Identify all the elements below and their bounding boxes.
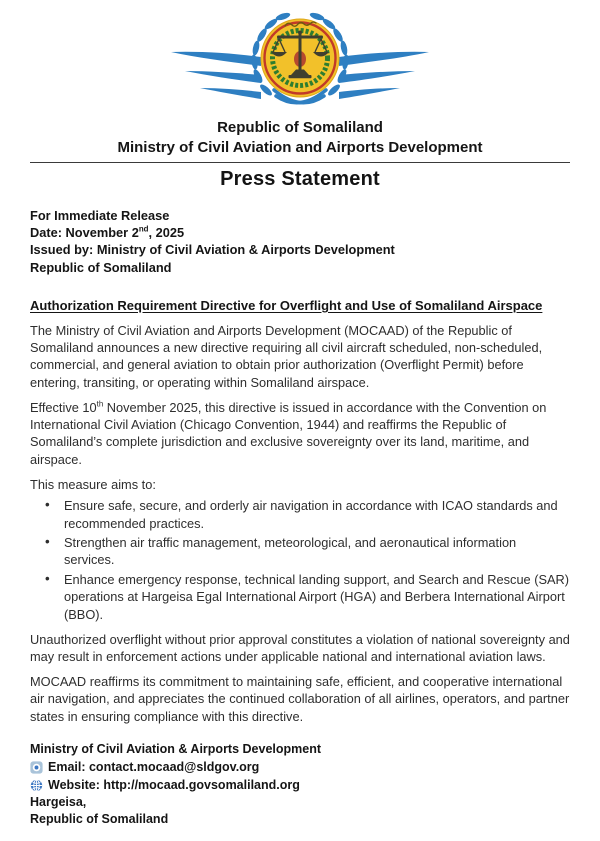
ministry-logo bbox=[170, 12, 430, 112]
aims-intro: This measure aims to: bbox=[30, 476, 156, 492]
paragraph-commitment: MOCAAD reaffirms its commitment to maintaining safe, efficient, and cooperative international air navigation, and appreciates the continued collaboration of all airlines, operators, and partner states in ensuring compliance with this directive. bbox=[30, 673, 570, 724]
aims-list bbox=[30, 497, 570, 623]
email-text: Email: contact.mocaad@sldgov.org bbox=[48, 760, 260, 775]
release-line: For Immediate Release bbox=[30, 208, 170, 223]
list-item: • Ensure safe, secure, and orderly air navigation in accordance with ICAO standards and recommended practices. bbox=[45, 497, 570, 532]
contact-block bbox=[30, 741, 570, 828]
issued-by-line: Issued by: Ministry of Civil Aviation & Airports Development bbox=[30, 242, 395, 258]
seal bbox=[261, 19, 339, 97]
org-name-line2: Ministry of Civil Aviation and Airports Development bbox=[117, 139, 483, 156]
directive-heading: Authorization Requirement Directive for Overflight and Use of Somaliland Airspace bbox=[30, 297, 543, 313]
date-text: Date: November 2 bbox=[30, 225, 139, 241]
website-text: Website: http://mocaad.govsomaliland.org bbox=[48, 778, 300, 793]
issued-by-line2: Republic of Somaliland bbox=[30, 259, 172, 275]
header-divider bbox=[30, 162, 570, 163]
website-line bbox=[30, 776, 570, 794]
paragraph-enforcement: Unauthorized overflight without prior approval constitutes a violation of national sovereignty and may result in enforcement actions under applicable national and international aviation laws. bbox=[30, 631, 570, 664]
document-title: Press Statement bbox=[220, 168, 380, 190]
footer-org-name: Ministry of Civil Aviation & Airports Development bbox=[30, 742, 322, 757]
date-year: , 2025 bbox=[148, 225, 185, 241]
date-ordinal-superscript: nd bbox=[138, 224, 149, 234]
paragraph-effective-date bbox=[30, 399, 570, 469]
date-line bbox=[30, 224, 570, 241]
effective-date-text: Effective 10 bbox=[30, 399, 97, 415]
effective-date-rest: November 2025, this directive is issued in accordance with the Convention on International Civil Aviation (Chicago Convention, 1944) and reaffirms the Republic of Somaliland’s complete jurisdiction and exclusive sovereignty over its land, maritime, and airspace. bbox=[30, 399, 547, 467]
ministry-logo-emblem bbox=[170, 12, 430, 112]
effective-date-superscript: th bbox=[96, 399, 104, 409]
paragraph-announcement: The Ministry of Civil Aviation and Airports Development (MOCAAD) of the Republic of Somaliland announces a new directive requiring all civil aircraft scheduled, non-scheduled, commercial, and general aviation to obtain prior authorization (Overflight Permit) before entering, transiting, or operating within Somaliland airspace. bbox=[30, 322, 543, 390]
globe-icon bbox=[30, 779, 43, 792]
footer-city: Hargeisa, bbox=[30, 795, 87, 810]
left-wing bbox=[171, 52, 261, 99]
footer-country: Republic of Somaliland bbox=[30, 812, 169, 827]
email-line bbox=[30, 758, 570, 776]
list-item: • Strengthen air traffic management, meteorological, and aeronautical information services. bbox=[45, 534, 570, 569]
org-name-line1: Republic of Somaliland bbox=[217, 119, 383, 136]
release-meta-block bbox=[30, 207, 570, 276]
email-icon bbox=[30, 761, 43, 774]
right-wing bbox=[339, 52, 429, 99]
list-item: • Enhance emergency response, technical landing support, and Search and Rescue (SAR) operations at Hargeisa Egal International Airport (HGA) and Berbera International Airport (BBO). bbox=[45, 571, 570, 623]
